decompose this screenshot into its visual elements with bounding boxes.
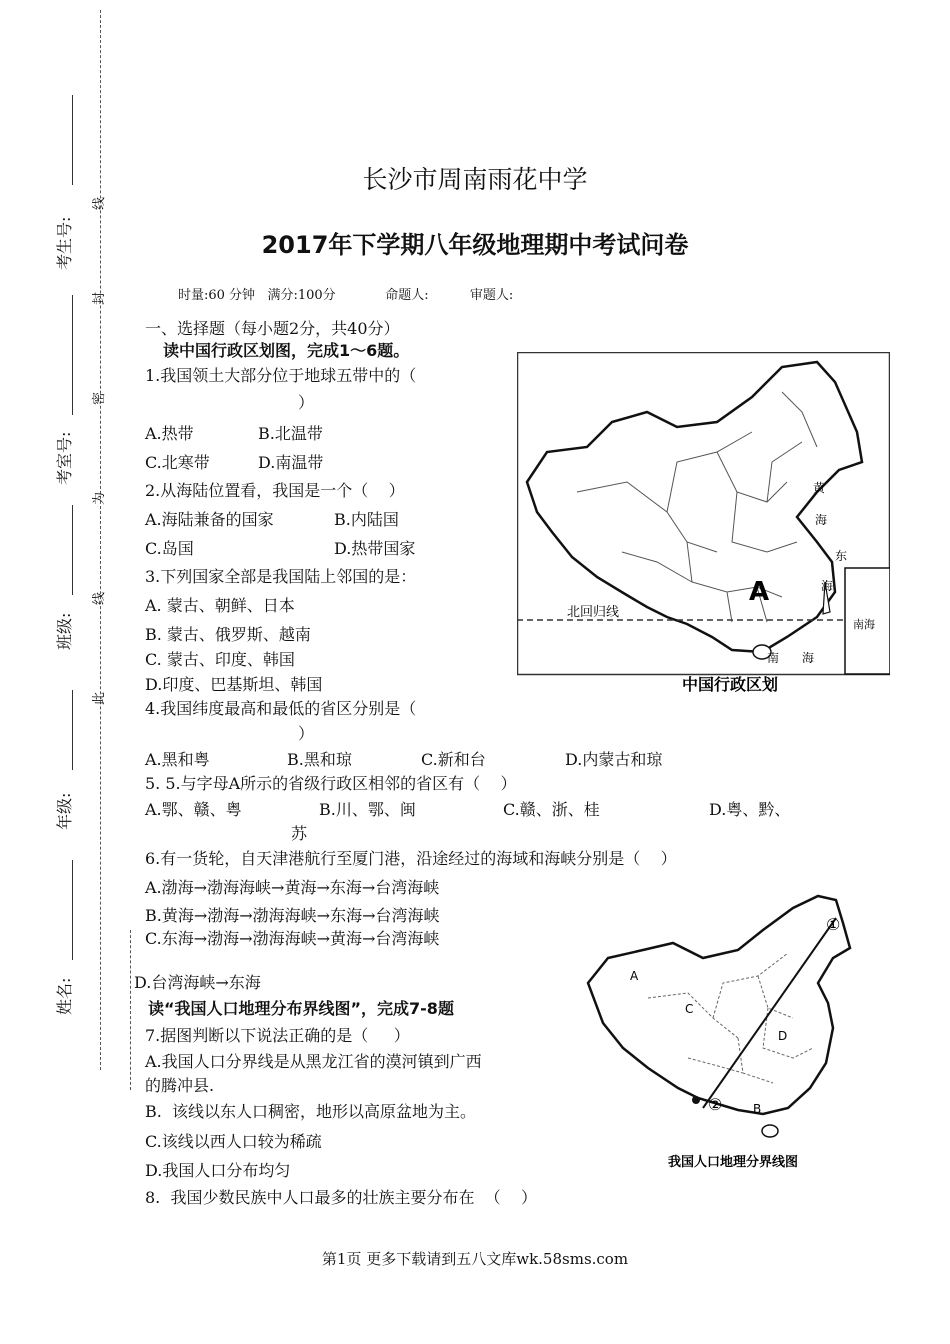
- q6-stem: 6.有一货轮，自天津港航行至厦门港，沿途经过的海域和海峡分别是（ ）: [145, 849, 677, 868]
- q5-option-d: D.粤、黔、: [709, 800, 791, 819]
- label-grade: 年级:: [55, 792, 74, 830]
- q2-option-c: C.岛国: [145, 539, 194, 558]
- q7-option-d: D.我国人口分布均匀: [145, 1161, 291, 1180]
- sea-char: 东: [835, 549, 848, 563]
- q3-option-b: B. 蒙古、俄罗斯、越南: [145, 625, 311, 644]
- exam-title: 2017年下学期八年级地理期中考试问卷: [261, 231, 689, 259]
- sea-char: 黄: [813, 481, 826, 495]
- blank-grade: [72, 690, 73, 770]
- q2-option-a: A.海陆兼备的国家: [145, 510, 274, 529]
- q3-option-d: D.印度、巴基斯坦、韩国: [145, 675, 323, 694]
- q6-option-b: B.黄海→渤海→渤海海峡→东海→台湾海峡: [145, 906, 440, 925]
- seal-dashed-line-2: [130, 930, 131, 1090]
- q4-stem: 4.我国纬度最高和最低的省区分别是（: [145, 699, 417, 718]
- q6-option-d: D.台湾海峡→东海: [134, 973, 261, 992]
- q5-stem: 5. 5.与字母A所示的省级行政区相邻的省区有（ ）: [145, 774, 517, 793]
- q1-option-b: B.北温带: [258, 424, 323, 443]
- tropic-label: 北回归线: [567, 605, 620, 620]
- q7-stem: 7.据图判断以下说法正确的是（ ）: [145, 1026, 410, 1045]
- blank-class: [72, 505, 73, 595]
- population-line-map: [578, 888, 873, 1173]
- label-class: 班级:: [55, 612, 74, 650]
- q2-option-b: B.内陆国: [334, 510, 399, 529]
- q1-stem: 1.我国领土大部分位于地球五带中的（: [145, 366, 417, 385]
- q2-stem: 2.从海陆位置看，我国是一个（ ）: [145, 481, 405, 500]
- exam-info: 时量:60 分钟 满分:100分 命题人: 审题人:: [178, 288, 514, 303]
- q7-option-a: A.我国人口分界线是从黑龙江省的漠河镇到广西: [145, 1052, 482, 1071]
- region-d-label: D: [778, 1029, 788, 1043]
- intro-1: 读中国行政区划图，完成1～6题。: [163, 341, 410, 360]
- q4-option-b: B.黑和琼: [287, 750, 352, 769]
- label-name: 姓名:: [55, 977, 74, 1015]
- q7-option-b: B. 该线以东人口稠密，地形以高原盆地为主。: [145, 1102, 477, 1121]
- point-2-label: ②: [708, 1095, 723, 1114]
- seal-char: 封: [92, 291, 107, 305]
- q2-option-d: D.热带国家: [334, 539, 416, 558]
- china-admin-map: [517, 352, 890, 692]
- q6-option-c: C.东海→渤海→渤海海峡→黄海→台湾海峡: [145, 929, 440, 948]
- q1-option-a: A.热带: [145, 424, 194, 443]
- seal-char: 线: [92, 591, 107, 605]
- q3-option-a: A. 蒙古、朝鲜、日本: [145, 596, 295, 615]
- label-room-no: 考室号:: [55, 431, 74, 485]
- q4-option-d: D.内蒙古和琼: [565, 750, 663, 769]
- intro-2: 读“我国人口地理分布界线图”，完成7-8题: [148, 999, 454, 1018]
- page-footer: 第1页 更多下载请到五八文库wk.58sms.com: [321, 1250, 629, 1268]
- south-sea-inset-label: 南海: [853, 618, 875, 631]
- seal-char: 为: [92, 491, 107, 505]
- blank-room-no: [72, 295, 73, 415]
- sea-char: 海: [802, 651, 815, 665]
- label-candidate-no: 考生号:: [55, 216, 74, 270]
- q5-option-d-cont: 苏: [291, 824, 308, 843]
- q1-option-d: D.南温带: [258, 453, 324, 472]
- q7-option-c: C.该线以西人口较为稀疏: [145, 1132, 322, 1151]
- q5-option-b: B.川、鄂、闽: [319, 800, 416, 819]
- map2-caption: 我国人口地理分界线图: [668, 1155, 799, 1170]
- q6-option-a: A.渤海→渤海海峡→黄海→东海→台湾海峡: [145, 878, 440, 897]
- section-heading: 一、选择题（每小题2分，共40分）: [145, 319, 400, 338]
- q4-option-c: C.新和台: [421, 750, 486, 769]
- q5-option-a: A.鄂、赣、粤: [145, 800, 242, 819]
- blank-name: [72, 860, 73, 960]
- region-a-label: A: [630, 969, 639, 983]
- sea-char: 南: [767, 651, 780, 665]
- region-c-label: C: [685, 1002, 694, 1016]
- point-1-label: ①: [826, 915, 841, 934]
- seal-char: 线: [92, 196, 107, 210]
- q1-option-c: C.北寒带: [145, 453, 210, 472]
- seal-char: 密: [92, 391, 107, 405]
- sea-char: 海: [821, 579, 834, 593]
- q5-option-c: C.赣、浙、桂: [503, 800, 600, 819]
- q4-close: ）: [298, 724, 315, 743]
- province-a-label: A: [749, 577, 770, 607]
- q3-stem: 3.下列国家全部是我国陆上邻国的是：: [145, 567, 417, 586]
- map1-caption: 中国行政区划: [682, 675, 779, 692]
- region-b-label: B: [753, 1102, 762, 1116]
- school-name: 长沙市周南雨花中学: [362, 165, 588, 194]
- q7-option-a-cont: 的腾冲县.: [145, 1076, 215, 1095]
- sea-char: 海: [815, 513, 828, 527]
- q3-option-c: C. 蒙古、印度、韩国: [145, 650, 295, 669]
- q4-option-a: A.黑和粤: [145, 750, 210, 769]
- q8-stem: 8. 我国少数民族中人口最多的壮族主要分布在 （ ）: [145, 1188, 537, 1207]
- q1-close: ）: [298, 393, 315, 412]
- seal-char: 此: [92, 691, 107, 705]
